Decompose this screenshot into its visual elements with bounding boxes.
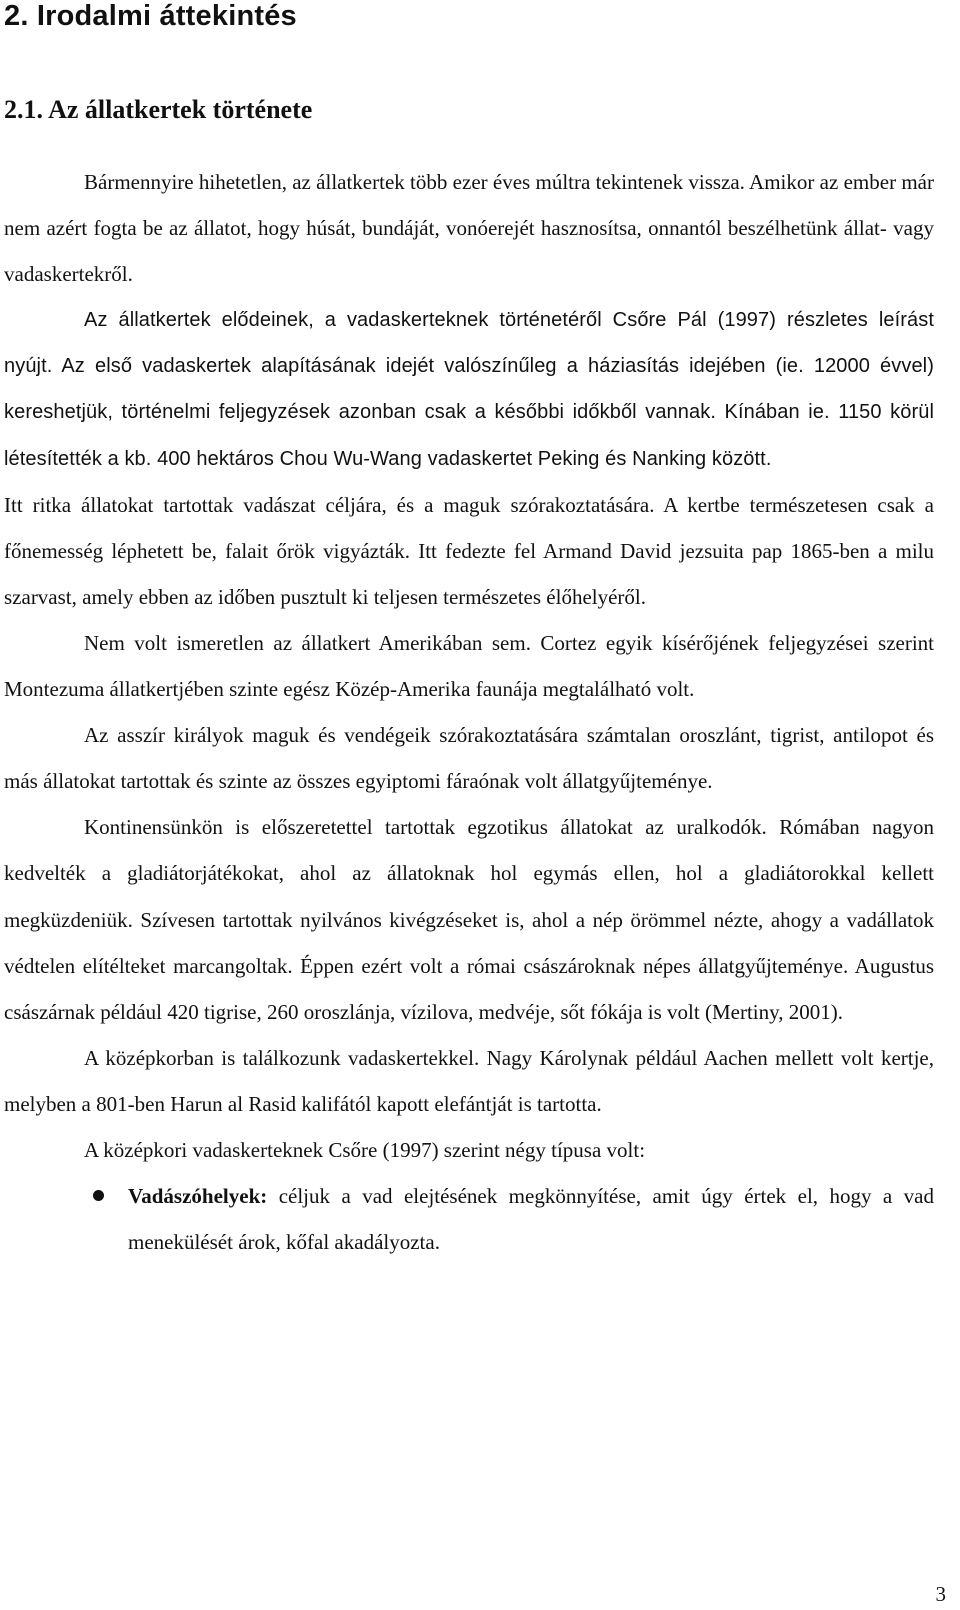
paragraph-rome: Kontinensünkön is előszeretettel tartottak egzotikus állatokat az uralkodók. Rómában nagyon kedvelték a gladiátorjátékokat, ahol az állatoknak hol egymás ellen, hol a gladiátorokkal kellett megküzdeniük. Szívesen tartottak nyilvános kivégzéseket is, ahol a nép örömmel nézte, ahogy a vadállatok védtelen elítélteket marcangoltak. Éppen ezért volt a római császároknak népes állatgyűjteménye. Augustus császárnak például 420 tigrise, 260 oroszlánja, vízilova, medvéje, sőt fókája is volt (Mertiny, 2001). — [4, 815, 934, 1024]
chapter-heading: 2. Irodalmi áttekintés — [4, 0, 297, 32]
list-item-text: céljuk a vad elejtésének megkönnyítése, amit úgy értek el, hogy a vad menekülését árok, kőfal akadályozta. — [128, 1184, 934, 1255]
paragraph-assyria: Az asszír királyok maguk és vendégeik szórakoztatására számtalan oroszlánt, tigrist, antilopot és más állatokat tartottak és szinte az összes egyiptomi fáraónak volt állatgyűjteménye. — [4, 723, 934, 794]
page-number: 3 — [935, 1582, 946, 1606]
paragraph-vadaskertek: Az állatkertek elődeinek, a vadaskerteknek történetéről Csőre Pál (1997) részletes leírást nyújt. Az első vadaskertek alapításának idejét valószínűleg a háziasítás idejében (ie. 12000 évvel) kereshetjük, történelmi feljegyzések azonban csak a későbbi időkből vannak. Kínában ie. 1150 körül létesítették a kb. 400 hektáros Chou Wu-Wang vadaskertet Peking és Nanking között. — [4, 309, 934, 470]
paragraph-types-intro: A középkori vadaskerteknek Csőre (1997) szerint négy típusa volt: — [84, 1137, 646, 1162]
bullet-icon — [93, 1190, 104, 1201]
list-item — [4, 1173, 934, 1265]
list-item-term: Vadászóhelyek: — [128, 1184, 268, 1209]
section-heading: 2.1. Az állatkertek története — [4, 95, 313, 124]
types-list — [4, 1173, 934, 1265]
paragraph-intro: Bármennyire hihetetlen, az állatkertek több ezer éves múltra tekintenek vissza. Amikor az ember már nem azért fogta be az állatot, hogy húsát, bundáját, vonóerejét hasznosítsa, onnantól beszélhetünk állat- vagy vadaskertekről. — [4, 170, 934, 287]
paragraph-america: Nem volt ismeretlen az állatkert Amerikában sem. Cortez egyik kísérőjének feljegyzései szerint Montezuma állatkertjében szinte egész Közép-Amerika faunája megtalálható volt. — [4, 630, 934, 702]
paragraph-china: Itt ritka állatokat tartottak vadászat céljára, és a maguk szórakoztatására. A kertbe természetesen csak a főnemesség léphetett be, falait őrök vigyázták. Itt fedezte fel Armand David jezsuita pap 1865-ben a milu szarvast, amely ebben az időben pusztult ki teljesen természetes élőhelyéről. — [4, 492, 934, 609]
body-text — [4, 159, 934, 1265]
paragraph-middle-ages: A középkorban is találkozunk vadaskertekkel. Nagy Károlynak például Aachen mellett volt kertje, melyben a 801-ben Harun al Rasid kalifától kapott elefántját is tartotta. — [4, 1045, 934, 1116]
